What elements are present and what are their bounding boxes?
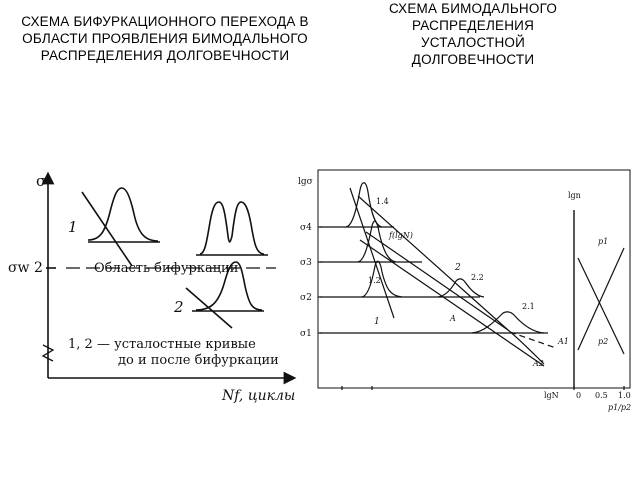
bell-curve-1 — [88, 188, 158, 241]
left-y-axis-label: σ — [36, 172, 47, 190]
label-A2: A2 — [533, 359, 544, 368]
label-2-1: 2.1 — [522, 302, 535, 311]
right-diagram-title: СХЕМА БИМОДАЛЬНОГО РАСПРЕДЕЛЕНИЯ УСТАЛОСТНОЙ ДОЛГОВЕЧНОСТИ — [388, 1, 558, 67]
legend-line-1: 1, 2 — усталостные кривые — [68, 337, 256, 352]
p-axis-label: p1/p2 — [608, 403, 632, 412]
label-1: 1 — [374, 317, 380, 327]
curve-1-label: 1 — [68, 218, 78, 236]
right-y-axis-label: lgσ — [298, 177, 313, 187]
dashed-extension-A1 — [510, 332, 556, 348]
left-axis-break-mark — [43, 345, 53, 361]
fatigue-line-A — [358, 196, 508, 330]
right-x-axis-label: lgN — [544, 391, 559, 400]
p1-label: p1 — [598, 237, 609, 246]
p-tick-05: 0.5 — [595, 391, 608, 400]
bimodal-curve — [200, 202, 264, 254]
label-1-2: 1.2 — [368, 276, 381, 285]
legend-line-2: до и после бифуркации — [118, 353, 279, 368]
curve-2-label: 2 — [174, 298, 184, 316]
sigma3-label: σ3 — [300, 258, 312, 268]
fatigue-line-1 — [350, 188, 394, 318]
fatigue-curve-2 — [186, 288, 232, 328]
p-tick-0: 0 — [576, 391, 582, 400]
bifurcation-region-label: Область бифуркации — [94, 261, 239, 276]
sigma-w2-label: σw 2 — [8, 260, 43, 276]
sigma1-label: σ1 — [300, 329, 312, 339]
label-f-lgN: f(lgN) — [389, 231, 413, 240]
fatigue-line-A1 — [366, 232, 508, 330]
lgn-panel-title: lgn — [568, 191, 581, 200]
p1-line — [578, 248, 624, 350]
label-2: 2 — [455, 263, 461, 273]
left-x-axis-label: Nf, циклы — [222, 388, 296, 404]
label-A: A — [450, 314, 456, 323]
p2-label: p2 — [598, 337, 609, 346]
sigma2-label: σ2 — [300, 293, 312, 303]
label-2-2: 2.2 — [471, 273, 484, 282]
fatigue-line-2 — [360, 240, 544, 366]
sigma4-label: σ4 — [300, 223, 312, 233]
left-diagram-title: СХЕМА БИФУРКАЦИОННОГО ПЕРЕХОДА В ОБЛАСТИ ПРОЯВЛЕНИЯ БИМОДАЛЬНОГО РАСПРЕДЕЛЕНИЯ ДОЛГОВЕЧНОСТИ — [21, 14, 309, 63]
fatigue-curve-1 — [82, 192, 132, 266]
label-1-4: 1.4 — [376, 197, 389, 206]
label-A1: A1 — [558, 337, 569, 346]
p-tick-10: 1.0 — [618, 391, 631, 400]
